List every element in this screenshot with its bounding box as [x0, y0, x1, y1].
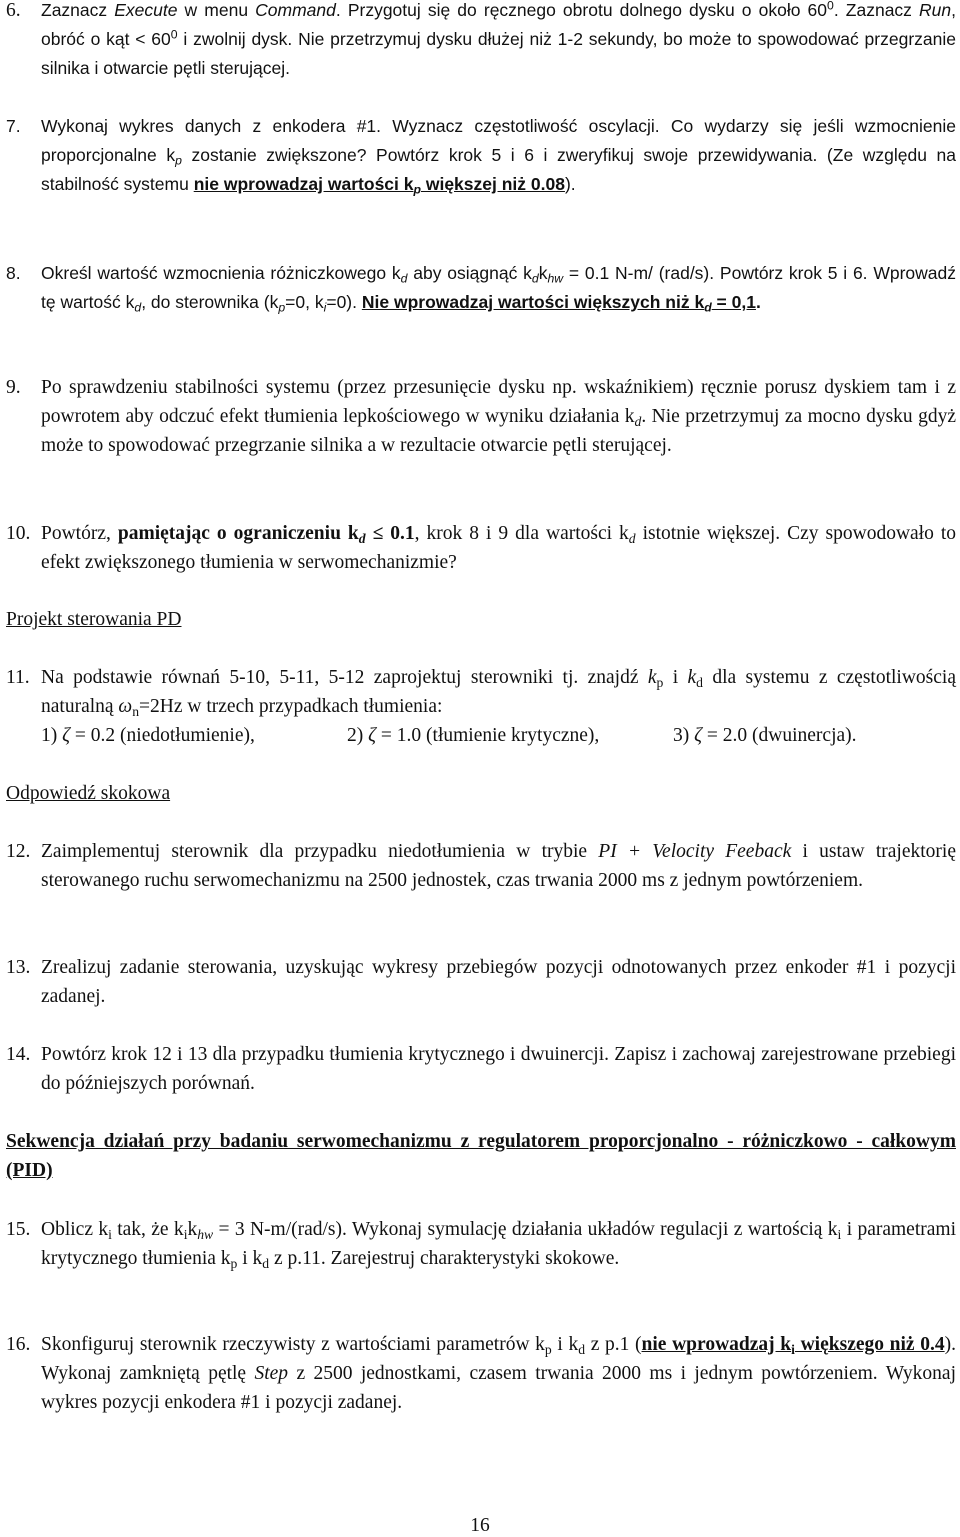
step-text: Wykonaj wykres danych z enkodera #1. Wyznacz częstotliwość oscylacji. Co wydarzy się jeśli wzmocnienie proporcjonalne $k_p$ zostanie zwiększone? Powtórz krok 5 i 6 i zweryfikuj swoje przewidywania. (Ze względu na stabilność systemu nie wprowadzaj wartości $k_p$ większej niż 0.08). — [41, 116, 957, 197]
step-7 — [6, 112, 956, 199]
step-text: Powtórz, pamiętając o ograniczeniu $k_d \le 0.1$, krok 8 i 9 dla wartości $k_d$ istotnie większej. Czy spowodowało to efekt zwiększonego tłumienia w serwomechanizmie? — [41, 523, 957, 573]
step-number: 13. — [6, 957, 31, 978]
step-number: 7. — [6, 116, 21, 136]
step-16 — [6, 1330, 956, 1417]
step-number: 11. — [6, 667, 30, 688]
step-text: Zrealizuj zadanie sterowania, uzyskując wykresy przebiegów pozycji odnotowanych przez enkoder #1 i pozycji zadanej. — [41, 957, 956, 1007]
step-15 — [6, 1215, 956, 1273]
step-number: 16. — [6, 1334, 31, 1355]
step-text: Określ wartość wzmocnienia różniczkowego $k_d$ aby osiągnąć $k_dk_{hw} = 0.1$ N-m/ (rad/s). Powtórz krok 5 i 6. Wprowadź tę wartość $k_d$, do sterownika ($k_p=0$, $k_i=0$). Nie wprowadzaj wartości większych niż $k_d = 0,1$. — [41, 263, 956, 315]
step-text: Po sprawdzeniu stabilności systemu (przez przesunięcie dysku np. wskaźnikiem) ręcznie porusz dyskiem tam i z powrotem aby odczuć efekt tłumienia lepkościowego w wyniku działania $k_d$. Nie przetrzymuj za mocno dysku gdyż może to spowodować przegrzanie silnika a w rezultacie otwarcie pętli sterującej. — [41, 377, 956, 456]
step-number: 6. — [6, 0, 21, 21]
step-text: Zaznacz Execute w menu Command. Przygotuj się do ręcznego obrotu dolnego dysku o około $60^0$. Zaznacz Run, obróć o kąt < $60^0$ i zwolnij dysk. Nie przetrzymuj dysku dłużej niż 1-2 sekundy, bo może to spowodować przegrzanie silnika i otwarcie pętli sterującej. — [41, 0, 956, 78]
step-number: 8. — [6, 263, 21, 283]
warning-underlined: Nie wprowadzaj wartości większych niż $k_d = 0,1$ — [361, 292, 756, 315]
warning-underlined: nie wprowadzaj wartości $k_p$ większej niż 0.08 — [193, 174, 565, 197]
step-number: 9. — [6, 377, 21, 398]
step-number: 14. — [6, 1044, 31, 1065]
section-heading-step-response: Odpowiedź skokowa — [6, 783, 171, 804]
damping-case-2: 2) ζ = 1.0 (tłumienie krytyczne), — [347, 725, 600, 746]
step-text: Powtórz krok 12 i 13 dla przypadku tłumienia krytycznego i dwuinercji. Zapisz i zachowaj zarejestrowane przebiegi do późniejszych porównań. — [41, 1044, 956, 1094]
warning-underlined: nie wprowadzaj $k_i$ większego niż 0.4 — [641, 1334, 945, 1358]
step-number: 15. — [6, 1219, 31, 1240]
step-number: 12. — [6, 841, 31, 862]
damping-case-3: 3) ζ = 2.0 (dwuinercja). — [673, 725, 857, 746]
step-11 — [6, 663, 956, 750]
step-12 — [6, 837, 956, 895]
constraint-bold: pamiętając o ograniczeniu $k_d \le 0.1$ — [117, 523, 415, 547]
step-10 — [6, 519, 956, 577]
step-14 — [6, 1040, 956, 1098]
step-8 — [6, 259, 956, 317]
step-text: Skonfiguruj sterownik rzeczywisty z wartościami parametrów $k_p$ i $k_d$ z p.1 (nie wprowadzaj $k_i$ większego niż 0.4). Wykonaj zamkniętą pętlę Step z 2500 jednostkami, czasem trwania 2000 ms i jednym powtórzeniem. Wykonaj wykres pozycji enkodera #1 i pozycji zadanej. — [41, 1334, 956, 1413]
step-text: Na podstawie równań 5-10, 5-11, 5-12 zaprojektuj sterowniki tj. znajdź $k_p$ i $k_d$ dla systemu z częstotliwością naturalną $\omega_n=2Hz$ w trzech przypadkach tłumienia: — [41, 667, 956, 720]
section-heading-pid: Sekwencja działań przy badaniu serwomechanizmu z regulatorem proporcjonalno - różniczkowo - całkowym (PID) — [6, 1131, 956, 1181]
step-6 — [6, 0, 956, 83]
section-heading-pd: Projekt sterowania PD — [6, 609, 182, 630]
page-number: 16 — [470, 1515, 490, 1536]
step-13 — [6, 953, 956, 1011]
step-number: 10. — [6, 523, 31, 544]
step-text: Zaimplementuj sterownik dla przypadku niedotłumienia w trybie PI + Velocity Feeback i ustaw trajektorię sterowanego ruchu serwomechanizmu na 2500 jednostek, czas trwania 2000 ms z jednym powtórzeniem. — [41, 841, 956, 891]
damping-cases — [41, 721, 956, 750]
damping-case-1: 1) ζ = 0.2 (niedotłumienie), — [41, 725, 255, 746]
step-text: Oblicz $k_i$ tak, że $k_ik_{hw} = 3$ N-m/(rad/s). Wykonaj symulację działania układów regulacji z wartością $k_i$ i parametrami krytycznego tłumienia $k_p$ i $k_d$ z p.11. Zarejestruj charakterystyki skokowe. — [41, 1219, 956, 1272]
step-9 — [6, 373, 956, 460]
